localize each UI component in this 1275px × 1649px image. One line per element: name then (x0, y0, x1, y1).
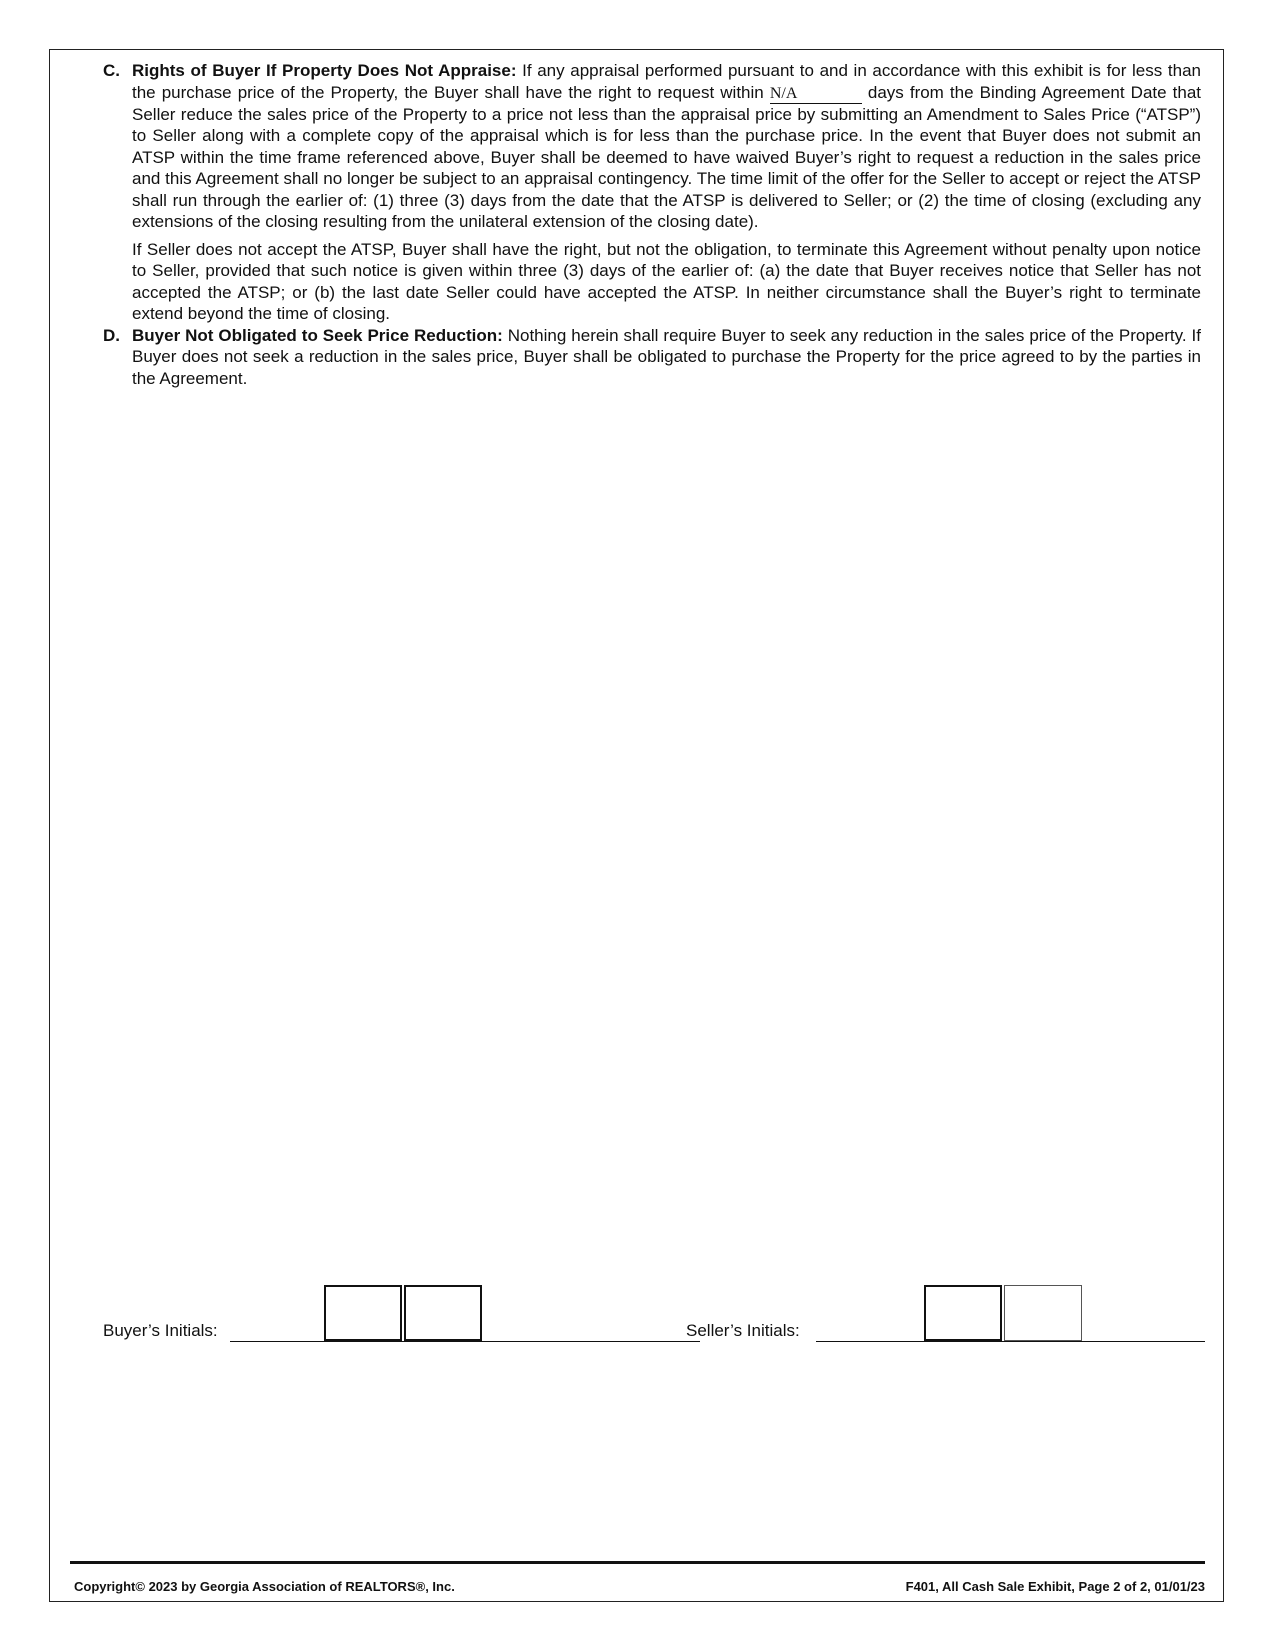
seller-initials-box-1[interactable] (924, 1285, 1002, 1341)
buyer-initials-label: Buyer’s Initials: (103, 1321, 218, 1340)
section-c-heading: Rights of Buyer If Property Does Not Appraise: (132, 61, 517, 80)
seller-initials-label: Seller’s Initials: (686, 1321, 800, 1340)
section-c (103, 60, 1201, 325)
section-d-text: Nothing herein shall require Buyer to seek any reduction in the sales price of the Property. If Buyer does not seek a reduction in the sales price, Buyer shall be obligated to purchase the Property for the price agreed to by the parties in the Agreement. (132, 325, 1202, 388)
section-d-heading: Buyer Not Obligated to Seek Price Reduction: (132, 325, 503, 345)
footer-rule (70, 1561, 1205, 1564)
days-field[interactable]: N/A (770, 85, 862, 104)
footer-form-id: F401, All Cash Sale Exhibit, Page 2 of 2, 01/01/23 (905, 1579, 1205, 1594)
seller-initials-group (686, 1285, 1206, 1345)
seller-initials-line (816, 1341, 1205, 1342)
section-c-paragraph-2: If Seller does not accept the ATSP, Buyer shall have the right, but not the obligation, to terminate this Agreement without penalty upon notice to Seller, provided that such notice is given within three (3) days of the earlier of: (a) the date that Buyer receives notice that Seller has not accepted the ATSP; or (b) the last date Seller could have accepted the ATSP. In neither circumstance shall the Buyer’s right to terminate extend beyond the time of closing. (132, 239, 1201, 323)
section-c-text-2: days from the Binding Agreement Date that Seller reduce the sales price of the Property to a price not less than the appraisal price by submitting an Amendment to Sales Price (“ATSP”) to Seller along with a complete copy of the appraisal which is for less than the purchase price. In the event that Buyer does not submit an ATSP within the time frame referenced above, Buyer shall be deemed to have waived Buyer’s right to request a reduction in the sales price and this Agreement shall no longer be subject to an appraisal contingency. The time limit of the offer for the Seller to accept or reject the ATSP shall run through the earlier of: (1) three (3) days from the date that the ATSP is delivered to Seller; or (2) the time of closing (excluding any extensions of the closing resulting from the unilateral extension of the closing date). (132, 82, 1201, 231)
buyer-initials-box-2[interactable] (404, 1285, 482, 1341)
section-d (103, 325, 1201, 390)
section-c-letter: C. (103, 61, 120, 80)
buyer-initials-box-1[interactable] (324, 1285, 402, 1341)
section-d-letter: D. (103, 325, 120, 345)
section-c-text-1: If any appraisal performed pursuant to and in accordance with this exhibit is for less than the purchase price of the Property, the Buyer shall have the right to request within (132, 61, 1201, 102)
buyer-initials-group (103, 1285, 603, 1345)
seller-initials-box-2[interactable] (1004, 1285, 1082, 1341)
document-body (103, 60, 1201, 389)
buyer-initials-line (230, 1341, 700, 1342)
footer-copyright: Copyright© 2023 by Georgia Association of REALTORS®, Inc. (74, 1579, 455, 1594)
